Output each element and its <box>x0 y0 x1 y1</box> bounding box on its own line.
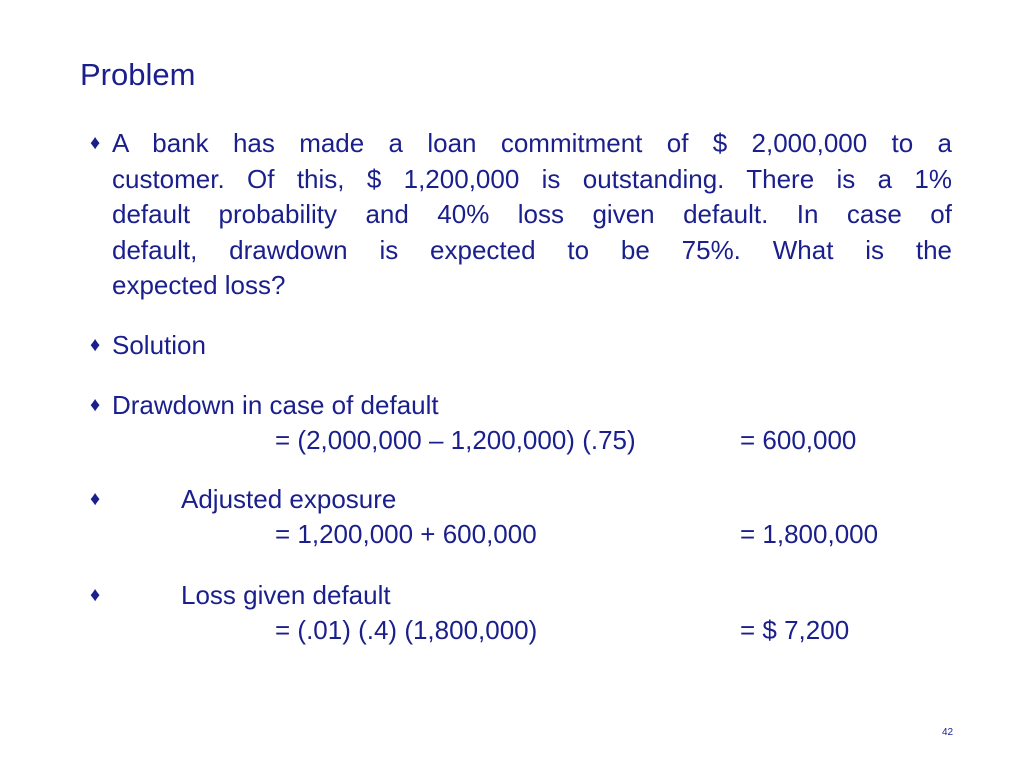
diamond-bullet-icon: ♦ <box>90 584 101 606</box>
drawdown-formula: = (2,000,000 – 1,200,000) (.75) <box>275 425 636 455</box>
problem-line: default, drawdown is expected to be 75%. What is the <box>112 234 952 265</box>
adjusted-exposure-label: Adjusted exposure <box>181 484 397 514</box>
diamond-bullet-icon: ♦ <box>90 334 101 356</box>
diamond-bullet-icon: ♦ <box>90 488 101 510</box>
page-number: 42 <box>942 727 954 738</box>
adjusted-exposure-result: = 1,800,000 <box>740 519 879 549</box>
problem-line: A bank has made a loan commitment of $ 2,000,000 to a <box>112 128 952 158</box>
problem-line: default probability and 40% loss given default. In case of <box>112 199 952 229</box>
slide-title: Problem <box>80 57 196 92</box>
solution-label: Solution <box>112 330 206 360</box>
problem-line: expected loss? <box>112 270 286 300</box>
problem-statement <box>112 126 952 304</box>
drawdown-label: Drawdown in case of default <box>112 390 439 420</box>
loss-given-default-label: Loss given default <box>181 580 391 610</box>
loss-given-default-result: = $ 7,200 <box>740 615 850 645</box>
loss-given-default-formula: = (.01) (.4) (1,800,000) <box>275 615 538 645</box>
adjusted-exposure-formula: = 1,200,000 + 600,000 <box>275 519 537 549</box>
problem-line: customer. Of this, $ 1,200,000 is outstanding. There is a 1% <box>112 163 952 194</box>
diamond-bullet-icon: ♦ <box>90 394 101 416</box>
drawdown-result: = 600,000 <box>740 425 857 455</box>
diamond-bullet-icon: ♦ <box>90 132 101 154</box>
